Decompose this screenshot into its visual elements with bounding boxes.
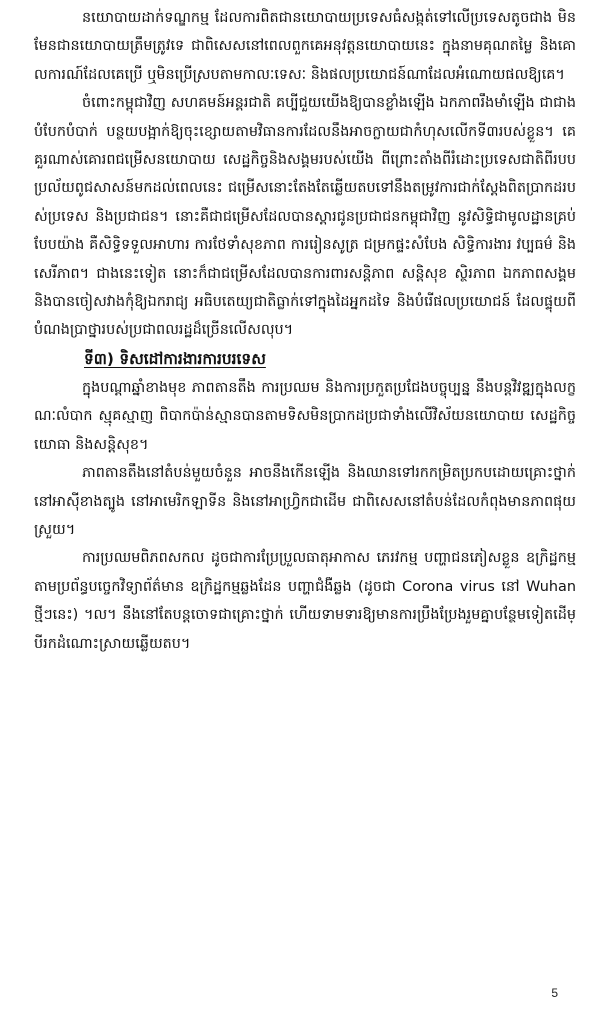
- paragraph-sanctions-policy: នយោបាយដាក់ទណ្ឌកម្ម ដែលការពិតជានយោបាយប្រទេសធំសង្កត់ទៅលើប្រទេសតូចជាង មិនមែនជានយោបាយត្រឹមត្រូវទេ ជាពិសេសនៅពេលពួកគេអនុវត្តនយោបាយនេះ ក្នុងនាមគុណតម្លៃ និងគោលការណ៍ដែលគេប្រើ ឬមិនប្រើស្របតាមកាលៈទេសៈ និងផលប្រយោជន៍ណាដែលអំណោយផលឱ្យគេ។: [34, 10, 576, 83]
- paragraph-tensions-outlook: ក្នុងបណ្តាឆ្នាំខាងមុខ ភាពតានតឹង ការប្រឈម និងការប្រកួតប្រជែងបច្ចុប្បន្ន នឹងបន្តវិវឌ្ឍក្នុងលក្ខណៈលំបាក ស្មុគស្មាញ ពិបាកប៉ាន់ស្មានបានតាមទិសមិនប្រាកដប្រជាទាំងលើវិស័យនយោបាយ សេដ្ឋកិច្ច យោធា និងសន្តិសុខ។: [34, 379, 576, 453]
- section-heading: [34, 345, 576, 374]
- section-heading-text: ទី៣) ទិសដៅការងារការបរទេស: [84, 349, 266, 368]
- page-number: 5: [551, 986, 558, 1000]
- paragraph-regional-tensions: ភាពតានតឹងនៅតំបន់មួយចំនួន អាចនឹងកើនឡើង និងឈានទៅរកកម្រិតប្រកបដោយគ្រោះថ្នាក់ នៅអាស៊ីខាងត្បូង នៅអាមេរិកឡាទីន និងនៅអាហ្វ្រិកជាដើម ជាពិសេសនៅតំបន់ដែលកំពុងមានភាពផុយស្រួយ។: [34, 465, 576, 538]
- paragraph-global-challenges: ការប្រឈមពិភពសកល ដូចជាការប្រែប្រួលធាតុអាកាស ភេរវកម្ម បញ្ហាជនភៀសខ្លួន ឧក្រិដ្ឋកម្មតាមប្រព័ន្ធបច្ចេកវិទ្យាព័ត៌មាន ឧក្រិដ្ឋកម្មឆ្លងដែន បញ្ហាជំងឺឆ្លង (ដូចជា Corona virus នៅ Wuhan ថ្មីៗនេះ) ។ល។ នឹងនៅតែបន្តចោទជាគ្រោះថ្នាក់ ហើយទាមទារឱ្យមានការប្រឹងប្រែងរួមគ្នាបន្ថែមទៀតដើម្បីរកដំណោះស្រាយឆ្លើយតប។: [34, 550, 576, 652]
- paragraph-cambodia-choices: ចំពោះកម្ពុជាវិញ សហគមន៍អន្តរជាតិ គប្បីជួយយើងឱ្យបានខ្លាំងឡើង ឯកភាពរឹងមាំឡើង ជាជាងបំបែកបំបាក់ បន្ថយបង្អាក់ឱ្យចុះខ្សោយតាមវិធានការដែលនឹងអាចក្លាយជាកំហុសលើកទី៣របស់ខ្លួន។ គេគួរណាស់គោរពជម្រើសនយោបាយ សេដ្ឋកិច្ចនិងសង្គមរបស់យើង ពីព្រោះតាំងពីរំដោះប្រទេសជាតិពីរបបប្រល័យពូជសាសន៍មកដល់ពេលនេះ ជម្រើសនោះតែងតែឆ្លើយតបទៅនឹងតម្រូវការជាក់ស្តែងពិតប្រាកដរបស់ប្រទេស និងប្រជាជន។ នោះគឺជាជម្រើសដែលបានស្តារជូនប្រជាជនកម្ពុជាវិញ នូវសិទ្ធិជាមូលដ្ឋានគ្រប់បែបយ៉ាង គឺសិទ្ធិទទួលអាហារ ការថែទាំសុខភាព ការរៀនសូត្រ ជម្រកផ្ទះសំបែង សិទ្ធិការងារ វប្បធម៌ និងសេរីភាព។ ជាងនេះទៀត នោះក៏ជាជម្រើសដែលបានការពារសន្តិភាព សន្តិសុខ ស្ថិរភាព ឯកភាពសង្គម និងបានចៀសវាងកុំឱ្យឯករាជ្យ អធិបតេយ្យជាតិធ្លាក់ទៅក្នុងដៃអ្នកដទៃ និងបំរើផលប្រយោជន៍ ដែលផ្ទុយពីបំណងប្រាថ្នារបស់ប្រជាពលរដ្ឋដ៏ច្រើនលើសលុប។: [34, 95, 576, 339]
